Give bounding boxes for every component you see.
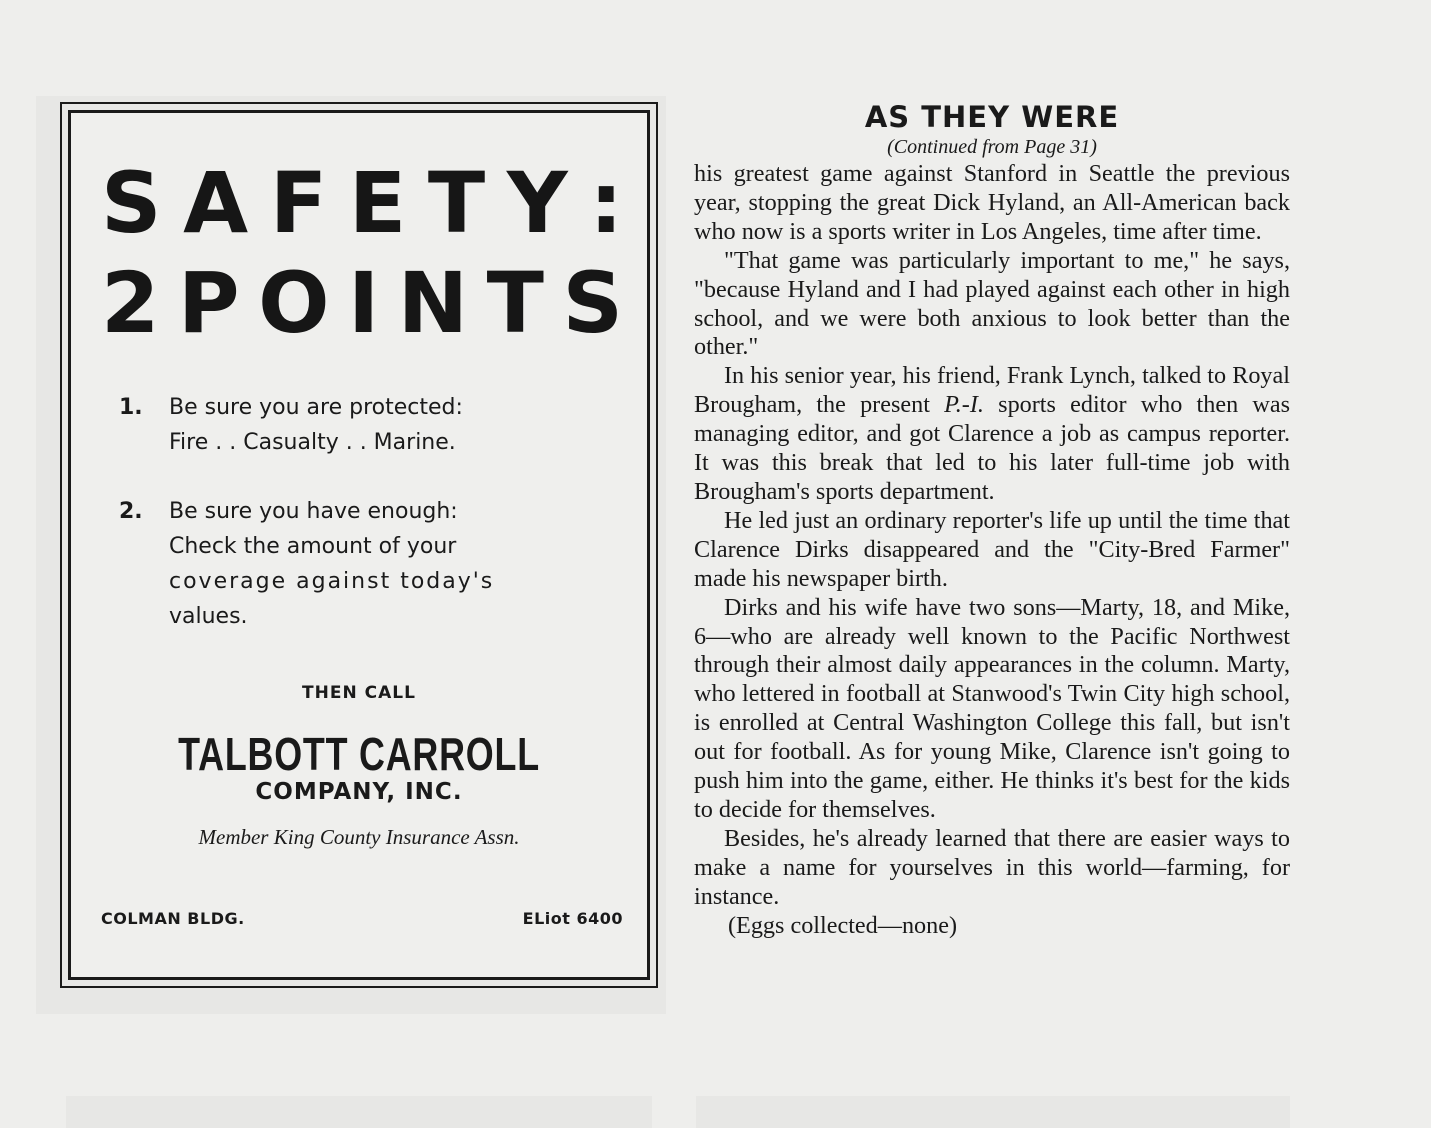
then-call-label: THEN CALL xyxy=(302,683,416,703)
headline-letter: N xyxy=(397,254,469,352)
article-paragraph: Dirks and his wife have two sons—Marty, 18, and Mike, 6—who are already well known to the Pacific Northwest through their almost daily appearances in the column. Marty, who lettered in football at Stanwood's Twin City high school, is enrolled at Central Washington College this fall, but isn't out for football. As for young Mike, Clarence isn't going to push him into the game, either. He thinks it's best for the kids to decide for themselves. xyxy=(694,593,1290,823)
headline-letter: Y xyxy=(506,154,568,252)
ad-headline-safety xyxy=(101,154,623,252)
article-column xyxy=(694,100,1290,940)
headline-letter: T xyxy=(486,254,544,352)
headline-letter: S xyxy=(562,254,623,352)
article-paragraph: "That game was particularly important to me," he says, "because Hyland and I had played against each other in high school, and we were both anxious to look better than the other." xyxy=(694,246,1290,361)
text-run: In his senior year, his friend, Frank Lynch, talked to Royal Brougham, the present xyxy=(694,362,1290,419)
point-text: Be sure you have enough: xyxy=(169,499,458,524)
ad-point-1 xyxy=(119,390,589,460)
point-text: Fire . . Casualty . . Marine. xyxy=(169,430,456,455)
headline-letter: S xyxy=(101,154,162,252)
bleed-through-bottom-right xyxy=(696,1096,1290,1128)
ad-headline-points xyxy=(101,254,623,352)
headline-letter: 2 xyxy=(101,254,160,352)
company-name: TALBOTT CARROLL xyxy=(178,728,540,780)
ad-inner-frame xyxy=(68,110,650,980)
insurance-advertisement xyxy=(60,102,658,988)
bleed-through-bottom-left xyxy=(66,1096,652,1128)
headline-letter: T xyxy=(427,154,486,252)
member-line: Member King County Insurance Assn. xyxy=(198,825,520,849)
headline-letter: I xyxy=(348,254,380,352)
article-body xyxy=(694,160,1290,940)
headline-letter: P xyxy=(177,254,240,352)
text-run: sports editor who then was managing editor, and got Clarence a job as campus reporter. It was this break that led to his later full-time job with Brougham's sports department. xyxy=(694,391,1290,505)
headline-letter: : xyxy=(589,154,623,252)
article-paragraph: his greatest game against Stanford in Seattle the previous year, stopping the great Dick Hyland, an All-American back who now is a sports writer in Los Angeles, time after time. xyxy=(694,160,1290,245)
point-number: 2. xyxy=(119,499,143,524)
newspaper-name: P.-I. xyxy=(944,391,984,419)
point-number: 1. xyxy=(119,395,143,420)
article-paragraph xyxy=(694,362,1290,507)
point-text: values. xyxy=(169,604,248,629)
article-paragraph: He led just an ordinary reporter's life up until the time that Clarence Dirks disappeared and the "City-Bred Farmer" made his newspaper birth. xyxy=(694,506,1290,592)
point-text: Check the amount of your xyxy=(169,534,457,559)
ad-point-2 xyxy=(119,494,589,634)
company-suffix: COMPANY, INC. xyxy=(255,779,463,805)
article-closing: (Eggs collected—none) xyxy=(728,911,958,939)
headline-letter: A xyxy=(183,154,249,252)
point-text: Be sure you are protected: xyxy=(169,395,463,420)
article-paragraph: Besides, he's already learned that there are easier ways to make a name for yourselves in this world—farming, for instance. xyxy=(694,824,1290,910)
point-text: coverage against today's xyxy=(169,569,495,594)
ad-phone: ELiot 6400 xyxy=(522,909,623,928)
ad-address: COLMAN BLDG. xyxy=(101,909,245,928)
headline-letter: O xyxy=(258,254,330,352)
continued-note: (Continued from Page 31) xyxy=(887,136,1097,158)
headline-letter: E xyxy=(348,154,407,252)
article-title: AS THEY WERE xyxy=(864,100,1120,134)
headline-letter: F xyxy=(269,154,328,252)
